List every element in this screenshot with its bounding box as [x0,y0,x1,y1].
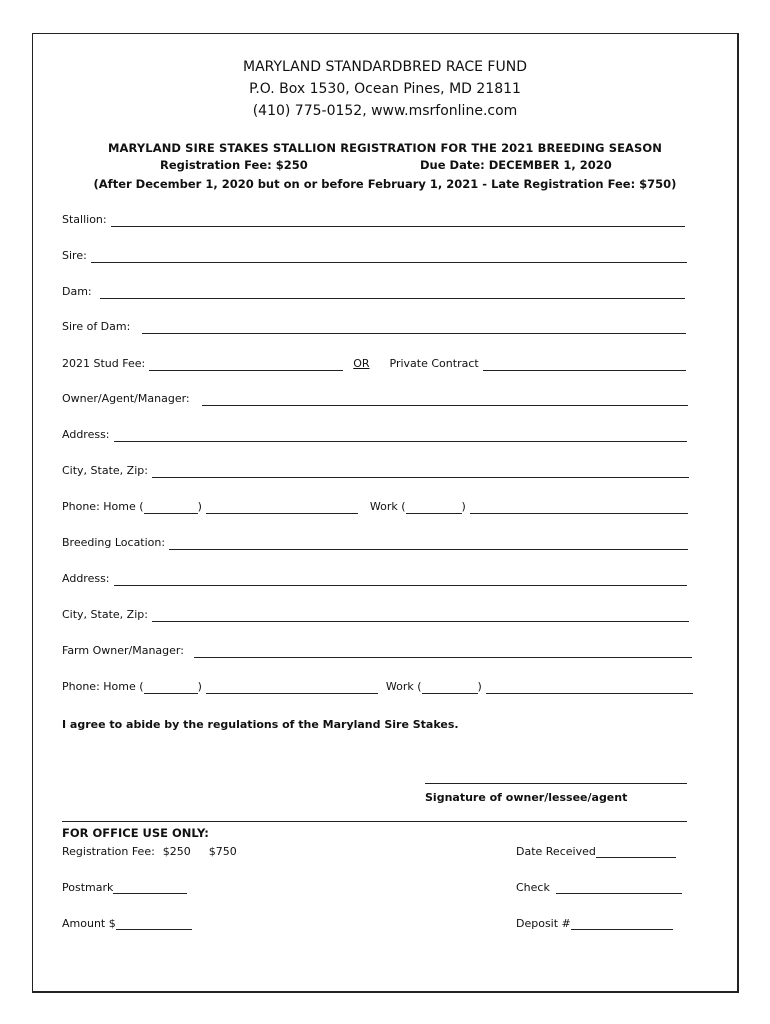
owner-row [62,390,688,406]
dam-row [62,283,685,299]
stud-fee-label: 2021 Stud Fee: [62,357,146,370]
dam-label: Dam: [62,285,92,298]
postmark-field[interactable] [113,883,187,894]
address-row-2 [62,570,687,586]
city-label: City, State, Zip: [62,464,148,477]
postmark-row [62,878,187,894]
stallion-row [62,211,685,227]
address-label-2: Address: [62,572,110,585]
breeding-location-label: Breeding Location: [62,536,166,549]
paren-close: ) [477,680,482,693]
due-date: Due Date: DECEMBER 1, 2020 [420,158,612,172]
postmark-label: Postmark [62,881,114,894]
city-row [62,462,689,478]
org-address: P.O. Box 1530, Ocean Pines, MD 21811 [249,81,521,97]
paren-close: ) [461,500,466,513]
work-phone-field-2[interactable] [486,683,693,694]
or-label: OR [353,357,370,370]
city-label-2: City, State, Zip: [62,608,148,621]
sire-field[interactable] [91,252,687,263]
phone-row [62,498,688,514]
home-area-code-field[interactable] [144,503,198,514]
work-phone-field[interactable] [470,503,688,514]
office-fee-250[interactable]: $250 [162,845,191,858]
paren-close: ) [197,500,202,513]
work-label-2: Work ( [385,680,422,693]
phone-home-label-2: Phone: Home ( [62,680,144,693]
sire-of-dam-label: Sire of Dam: [62,320,131,333]
owner-label: Owner/Agent/Manager: [62,392,190,405]
farm-owner-row [62,642,692,658]
org-name: MARYLAND STANDARDBRED RACE FUND [243,59,527,75]
sire-row [62,247,687,263]
office-divider [62,821,687,822]
sire-of-dam-row [62,318,686,334]
agreement-text: I agree to abide by the regulations of the Maryland Sire Stakes. [62,718,459,731]
city-field-2[interactable] [152,611,689,622]
office-fee-label: Registration Fee: [62,845,155,858]
office-use-title: FOR OFFICE USE ONLY: [62,826,209,840]
address-field[interactable] [114,431,687,442]
stallion-field[interactable] [111,216,685,227]
stallion-label: Stallion: [62,213,107,226]
org-contact: (410) 775-0152, www.msrfonline.com [252,103,518,119]
phone-home-label: Phone: Home ( [62,500,144,513]
sire-label: Sire: [62,249,87,262]
breeding-location-row [62,534,688,550]
form-title: MARYLAND SIRE STAKES STALLION REGISTRATION FOR THE 2021 BREEDING SEASON [107,141,663,155]
stud-fee-row [62,355,686,371]
city-row-2 [62,606,689,622]
address-row [62,426,687,442]
private-contract-label: Private Contract [389,357,479,370]
city-field[interactable] [152,467,689,478]
office-fee-750[interactable]: $750 [208,845,237,858]
dam-field[interactable] [100,288,685,299]
date-received-row [516,842,676,858]
date-received-field[interactable] [596,847,676,858]
deposit-label: Deposit # [516,917,571,930]
farm-owner-field[interactable] [194,647,692,658]
work-area-code-field[interactable] [406,503,462,514]
check-row [516,878,682,894]
owner-field[interactable] [202,395,688,406]
address-label: Address: [62,428,110,441]
work-label: Work ( [369,500,406,513]
signature-field[interactable] [425,783,687,784]
check-field[interactable] [556,883,682,894]
home-phone-field[interactable] [206,503,358,514]
amount-row [62,914,192,930]
home-area-code-field-2[interactable] [144,683,198,694]
late-fee-note: (After December 1, 2020 but on or before February 1, 2021 - Late Registration Fee: $750) [93,177,677,191]
address-field-2[interactable] [114,575,687,586]
deposit-field[interactable] [571,919,673,930]
paren-close: ) [197,680,202,693]
date-received-label: Date Received [516,845,596,858]
breeding-location-field[interactable] [169,539,688,550]
farm-owner-label: Farm Owner/Manager: [62,644,184,657]
work-area-code-field-2[interactable] [422,683,478,694]
sire-of-dam-field[interactable] [142,323,686,334]
amount-label: Amount $ [62,917,116,930]
check-label: Check [516,881,550,894]
signature-label: Signature of owner/lessee/agent [425,791,628,804]
phone-row-2 [62,678,693,694]
amount-field[interactable] [116,919,192,930]
private-contract-field[interactable] [483,360,686,371]
home-phone-field-2[interactable] [206,683,378,694]
deposit-row [516,914,673,930]
registration-fee: Registration Fee: $250 [160,158,308,172]
stud-fee-field[interactable] [149,360,343,371]
office-fee-row [62,842,237,858]
